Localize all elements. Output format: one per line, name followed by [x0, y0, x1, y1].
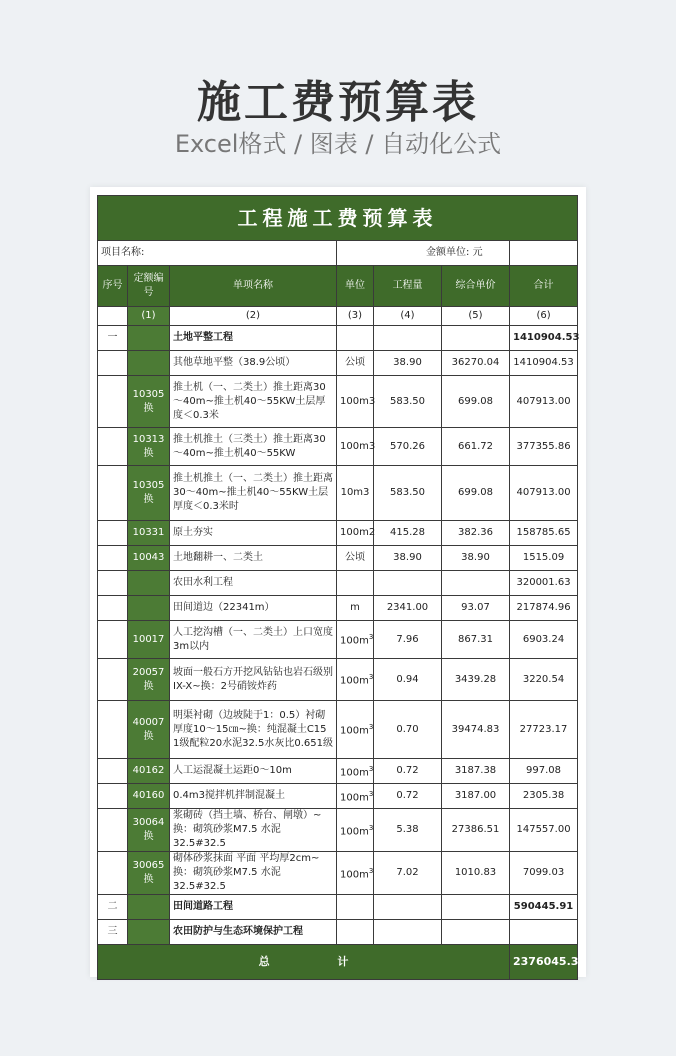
table-row: [98, 571, 578, 596]
index-cell: (5): [442, 307, 510, 326]
total-cell[interactable]: [510, 428, 578, 466]
code-cell[interactable]: [128, 852, 170, 895]
qty-cell-text: 0.70: [396, 723, 419, 735]
header-price: 综合单价: [442, 266, 510, 307]
price-cell[interactable]: [442, 920, 510, 945]
unit-cell[interactable]: [337, 376, 374, 428]
seq-cell[interactable]: [98, 659, 128, 701]
price-cell-text: 3187.38: [454, 765, 497, 776]
total-cell[interactable]: [510, 326, 578, 351]
name-cell[interactable]: [170, 895, 337, 920]
qty-cell-text: 38.90: [393, 357, 422, 368]
total-cell[interactable]: [510, 571, 578, 596]
seq-cell[interactable]: [98, 809, 128, 852]
qty-cell-text: 5.38: [396, 824, 419, 835]
name-cell-text: 田间道边（22341m）: [173, 602, 275, 613]
qty-cell[interactable]: [374, 596, 442, 621]
code-cell[interactable]: [128, 428, 170, 466]
code-cell[interactable]: [128, 326, 170, 351]
code-cell-text: 10043: [132, 552, 165, 563]
name-cell[interactable]: [170, 571, 337, 596]
index-cell: (6): [510, 307, 578, 326]
price-cell[interactable]: [442, 571, 510, 596]
seq-cell-text: 三: [107, 926, 118, 937]
total-row: [98, 945, 578, 980]
name-cell[interactable]: [170, 852, 337, 895]
qty-cell[interactable]: [374, 546, 442, 571]
unit-cell[interactable]: [337, 621, 374, 659]
total-cell-text: 1410904.53: [513, 332, 580, 343]
code-cell[interactable]: [128, 659, 170, 701]
total-cell[interactable]: [510, 759, 578, 784]
seq-cell[interactable]: [98, 621, 128, 659]
qty-cell-text: 570.26: [390, 440, 425, 452]
table-row: [98, 428, 578, 466]
total-cell[interactable]: [510, 376, 578, 428]
price-cell-text: 661.72: [458, 440, 493, 452]
unit-cell[interactable]: [337, 571, 374, 596]
total-cell[interactable]: [510, 621, 578, 659]
name-cell-text: 其他草地平整（38.9公顷）: [173, 357, 296, 368]
name-cell-text: 人工挖沟槽（一、二类土）上口宽度3m以内: [173, 626, 333, 652]
unit-cell[interactable]: [337, 701, 374, 759]
total-cell-text: 407913.00: [516, 487, 571, 498]
total-cell-text: 3220.54: [522, 673, 565, 685]
name-cell[interactable]: [170, 376, 337, 428]
total-label-a: 总: [258, 955, 270, 968]
seq-cell[interactable]: [98, 376, 128, 428]
name-cell-text: 农田水利工程: [173, 577, 233, 588]
unit-cell[interactable]: [337, 351, 374, 376]
code-cell-text: 10017: [132, 633, 165, 645]
price-cell[interactable]: [442, 376, 510, 428]
name-cell-text: 农田防护与生态环境保护工程: [173, 926, 303, 937]
price-cell[interactable]: [442, 852, 510, 895]
seq-cell-text: 二: [107, 901, 118, 912]
index-cell: (3): [337, 307, 374, 326]
table-row: [98, 759, 578, 784]
code-cell[interactable]: [128, 571, 170, 596]
seq-cell[interactable]: [98, 428, 128, 466]
table-row: [98, 784, 578, 809]
total-cell-text: 217874.96: [516, 602, 571, 613]
table-row: [98, 596, 578, 621]
seq-cell[interactable]: [98, 596, 128, 621]
price-cell[interactable]: [442, 895, 510, 920]
index-row: [98, 307, 578, 326]
total-cell[interactable]: [510, 784, 578, 809]
name-cell[interactable]: [170, 521, 337, 546]
price-cell[interactable]: [442, 351, 510, 376]
unit-cell[interactable]: [337, 466, 374, 521]
qty-cell[interactable]: [374, 351, 442, 376]
code-cell-text: 30065换: [132, 860, 165, 885]
unit-cell-text: 100m3: [340, 440, 376, 452]
price-cell[interactable]: [442, 546, 510, 571]
name-cell[interactable]: [170, 621, 337, 659]
qty-cell-text: 583.50: [390, 395, 425, 407]
unit-cell-text: 100m3: [340, 395, 376, 407]
qty-cell[interactable]: [374, 920, 442, 945]
info-empty-cell[interactable]: [510, 241, 578, 266]
code-cell-text: 10305换: [132, 480, 165, 505]
code-cell[interactable]: [128, 621, 170, 659]
code-cell[interactable]: [128, 521, 170, 546]
index-cell: [98, 307, 128, 326]
unit-superscript: 3: [368, 673, 374, 682]
total-cell[interactable]: [510, 521, 578, 546]
price-cell[interactable]: [442, 596, 510, 621]
amount-unit-cell[interactable]: [337, 241, 510, 266]
total-cell[interactable]: [510, 809, 578, 852]
total-cell-text: 1515.09: [522, 552, 565, 563]
price-cell-text: 3439.28: [454, 673, 497, 685]
seq-cell[interactable]: [98, 701, 128, 759]
project-name-label[interactable]: 项目名称:: [98, 241, 337, 266]
header-name: 单项名称: [170, 266, 337, 307]
price-cell[interactable]: [442, 621, 510, 659]
qty-cell[interactable]: [374, 701, 442, 759]
unit-superscript: 3: [368, 823, 374, 832]
info-row: [98, 241, 578, 266]
price-cell[interactable]: [442, 759, 510, 784]
unit-cell-text: 100m: [340, 725, 369, 737]
unit-cell-text: 100m: [340, 767, 369, 779]
unit-superscript: 3: [368, 866, 374, 875]
code-cell[interactable]: [128, 759, 170, 784]
price-cell-text: 382.36: [458, 527, 493, 538]
amount-unit-value: 元: [472, 247, 483, 258]
code-cell-text: 40007换: [132, 716, 165, 742]
index-cell: (4): [374, 307, 442, 326]
page-subtitle: Excel格式 / 图表 / 自动化公式: [174, 130, 502, 158]
qty-cell-text: 0.94: [396, 673, 419, 685]
unit-cell-text: 100m: [340, 869, 369, 881]
spreadsheet-card: [90, 187, 586, 977]
unit-superscript: 3: [368, 764, 374, 773]
qty-cell-text: 7.96: [396, 633, 419, 645]
unit-cell[interactable]: [337, 326, 374, 351]
total-cell-text: 407913.00: [516, 395, 571, 407]
name-cell[interactable]: [170, 659, 337, 701]
total-cell-text: 2305.38: [522, 790, 565, 801]
name-cell[interactable]: [170, 920, 337, 945]
total-cell[interactable]: [510, 659, 578, 701]
unit-cell[interactable]: [337, 759, 374, 784]
name-cell[interactable]: [170, 596, 337, 621]
price-cell[interactable]: [442, 784, 510, 809]
price-cell-text: 93.07: [461, 602, 490, 613]
code-cell[interactable]: [128, 809, 170, 852]
unit-cell-text: 100m2: [340, 527, 376, 538]
page-title: 施工费预算表: [197, 77, 479, 128]
code-cell[interactable]: [128, 895, 170, 920]
total-label-b: 计: [337, 955, 349, 968]
name-cell-text: 推土机（一、二类土）推土距离30～40m~推土机40～55KW土层厚度＜0.3米: [173, 381, 326, 421]
code-cell-text: 20057换: [132, 666, 165, 692]
unit-superscript: 3: [368, 789, 374, 798]
qty-cell[interactable]: [374, 428, 442, 466]
total-cell-text: 27723.17: [519, 723, 568, 735]
qty-cell[interactable]: [374, 466, 442, 521]
name-cell[interactable]: [170, 326, 337, 351]
table-row: [98, 621, 578, 659]
header-row: [98, 266, 578, 307]
qty-cell[interactable]: [374, 521, 442, 546]
price-cell[interactable]: [442, 809, 510, 852]
total-cell-text: 1410904.53: [513, 357, 574, 368]
price-cell[interactable]: [442, 466, 510, 521]
code-cell-text: 30064换: [132, 817, 165, 842]
unit-cell[interactable]: [337, 920, 374, 945]
unit-superscript: 3: [368, 633, 374, 642]
price-cell-text: 867.31: [458, 633, 493, 645]
unit-cell-text: 10m3: [340, 487, 370, 498]
seq-cell[interactable]: [98, 326, 128, 351]
name-cell-text: 原土夯实: [173, 527, 213, 538]
total-cell-text: 158785.65: [516, 527, 571, 538]
total-cell[interactable]: [510, 351, 578, 376]
code-cell[interactable]: [128, 376, 170, 428]
qty-cell[interactable]: [374, 895, 442, 920]
name-cell[interactable]: [170, 428, 337, 466]
name-cell-text: 土地翻耕一、二类土: [173, 552, 263, 563]
seq-cell[interactable]: [98, 351, 128, 376]
header-qty: 工程量: [374, 266, 442, 307]
code-cell[interactable]: [128, 701, 170, 759]
code-cell[interactable]: [128, 596, 170, 621]
name-cell[interactable]: [170, 466, 337, 521]
name-cell-text: 明渠衬砌（边坡陡于1：0.5）衬砌厚度10～15㎝~换：纯混凝土C15 1级配粒20水泥32.5水灰比0.651级: [173, 709, 333, 749]
name-cell-text: 推土机推土（三类土）推土距离30～40m~推土机40～55KW: [173, 433, 326, 459]
header-code: 定额编号: [128, 266, 170, 307]
total-cell-text: 6903.24: [522, 633, 565, 645]
total-cell[interactable]: [510, 895, 578, 920]
total-cell[interactable]: [510, 546, 578, 571]
name-cell-text: 土地平整工程: [173, 332, 233, 343]
price-cell[interactable]: [442, 326, 510, 351]
qty-cell[interactable]: [374, 759, 442, 784]
table-row: [98, 895, 578, 920]
unit-cell[interactable]: [337, 809, 374, 852]
name-cell-text: 0.4m3搅拌机拌制混凝土: [173, 790, 286, 801]
qty-cell[interactable]: [374, 621, 442, 659]
code-cell-text: 10313换: [132, 433, 165, 459]
unit-cell-text: 100m: [340, 635, 369, 647]
seq-cell[interactable]: [98, 852, 128, 895]
total-cell-text: 997.08: [526, 765, 562, 776]
price-cell[interactable]: [442, 701, 510, 759]
table-row: [98, 326, 578, 351]
total-value[interactable]: 2376045.39: [510, 945, 578, 980]
seq-cell-text: 一: [107, 332, 118, 343]
seq-cell[interactable]: [98, 895, 128, 920]
unit-cell[interactable]: [337, 659, 374, 701]
unit-cell[interactable]: [337, 895, 374, 920]
seq-cell[interactable]: [98, 920, 128, 945]
qty-cell-text: 583.50: [390, 487, 425, 498]
qty-cell-text: 7.02: [396, 867, 419, 878]
table-row: [98, 852, 578, 895]
price-cell-text: 1010.83: [454, 867, 497, 878]
qty-cell[interactable]: [374, 376, 442, 428]
total-cell-text: 147557.00: [516, 824, 571, 835]
unit-cell[interactable]: [337, 784, 374, 809]
name-cell-text: 推土机推土（一、二类土）推土距离30～40m~推土机40～55KW土层厚度＜0.3米时: [173, 473, 333, 512]
total-cell-text: 377355.86: [516, 440, 571, 452]
code-cell[interactable]: [128, 466, 170, 521]
unit-cell[interactable]: [337, 852, 374, 895]
table-title: 工程施工费预算表: [98, 196, 578, 241]
price-cell-text: 699.08: [458, 487, 493, 498]
seq-cell[interactable]: [98, 521, 128, 546]
total-cell[interactable]: [510, 701, 578, 759]
seq-cell[interactable]: [98, 784, 128, 809]
unit-cell-text: 公顷: [345, 357, 365, 368]
qty-cell[interactable]: [374, 326, 442, 351]
code-cell-text: 10331: [132, 527, 165, 538]
qty-cell-text: 415.28: [390, 527, 425, 538]
table-row: [98, 466, 578, 521]
code-cell[interactable]: [128, 920, 170, 945]
name-cell[interactable]: [170, 351, 337, 376]
header-unit: 单位: [337, 266, 374, 307]
total-cell[interactable]: [510, 920, 578, 945]
table-banner-row: [98, 196, 578, 241]
price-cell-text: 3187.00: [454, 790, 497, 801]
qty-cell[interactable]: [374, 809, 442, 852]
price-cell[interactable]: [442, 659, 510, 701]
name-cell[interactable]: [170, 784, 337, 809]
price-cell-text: 27386.51: [451, 824, 500, 835]
seq-cell[interactable]: [98, 571, 128, 596]
seq-cell[interactable]: [98, 466, 128, 521]
index-cell: (1): [128, 307, 170, 326]
code-cell[interactable]: [128, 351, 170, 376]
total-cell-text: 7099.03: [522, 867, 565, 878]
unit-cell-text: 100m: [340, 826, 369, 838]
table-row: [98, 376, 578, 428]
total-cell-text: 320001.63: [516, 577, 571, 588]
name-cell[interactable]: [170, 759, 337, 784]
price-cell-text: 39474.83: [451, 723, 500, 735]
total-cell[interactable]: [510, 466, 578, 521]
table-row: [98, 521, 578, 546]
amount-unit-label: 金额单位:: [426, 247, 470, 258]
qty-cell-text: 38.90: [393, 552, 422, 563]
price-cell[interactable]: [442, 428, 510, 466]
unit-cell[interactable]: [337, 596, 374, 621]
qty-cell-text: 0.72: [396, 765, 419, 776]
qty-cell[interactable]: [374, 784, 442, 809]
qty-cell[interactable]: [374, 571, 442, 596]
index-cell: (2): [170, 307, 337, 326]
name-cell-text: 砌体砂浆抹面 平面 平均厚2cm~换：砌筑砂浆M7.5 水泥32.5#32.5: [173, 853, 320, 892]
unit-cell[interactable]: [337, 428, 374, 466]
code-cell-text: 40160: [132, 790, 165, 801]
header-total: 合计: [510, 266, 578, 307]
seq-cell[interactable]: [98, 759, 128, 784]
header-seq: 序号: [98, 266, 128, 307]
qty-cell[interactable]: [374, 852, 442, 895]
unit-cell-text: m: [350, 602, 360, 613]
price-cell-text: 38.90: [461, 552, 490, 563]
name-cell-text: 坡面一般石方开挖风钻钻也岩石级别IX-X~换：2号硝铵炸药: [173, 666, 333, 692]
qty-cell-text: 0.72: [396, 790, 419, 801]
code-cell[interactable]: [128, 546, 170, 571]
name-cell-text: 人工运混凝土运距0～10m: [173, 765, 292, 776]
table-row: [98, 351, 578, 376]
unit-cell-text: 100m: [340, 792, 369, 804]
name-cell[interactable]: [170, 546, 337, 571]
code-cell-text: 40162: [132, 765, 165, 776]
total-label: [98, 945, 510, 980]
unit-cell-text: 100m: [340, 675, 369, 687]
unit-cell-text: 公顷: [345, 552, 365, 563]
seq-cell[interactable]: [98, 546, 128, 571]
table-row: [98, 546, 578, 571]
qty-cell[interactable]: [374, 659, 442, 701]
name-cell[interactable]: [170, 701, 337, 759]
unit-cell[interactable]: [337, 546, 374, 571]
budget-table: [97, 195, 587, 980]
price-cell[interactable]: [442, 521, 510, 546]
table-row: [98, 659, 578, 701]
table-row: [98, 920, 578, 945]
table-row: [98, 809, 578, 852]
unit-cell[interactable]: [337, 521, 374, 546]
total-cell[interactable]: [510, 596, 578, 621]
price-cell-text: 36270.04: [451, 357, 500, 368]
total-cell-text: 590445.91: [513, 901, 574, 912]
code-cell[interactable]: [128, 784, 170, 809]
name-cell-text: 田间道路工程: [173, 901, 233, 912]
code-cell-text: 10305换: [132, 388, 165, 414]
name-cell-text: 浆砌砖（挡土墙、桥台、闸墩）~换：砌筑砂浆M7.5 水泥32.5#32.5: [173, 810, 322, 849]
name-cell[interactable]: [170, 809, 337, 852]
price-cell-text: 699.08: [458, 395, 493, 407]
unit-superscript: 3: [368, 723, 374, 732]
total-cell[interactable]: [510, 852, 578, 895]
table-row: [98, 701, 578, 759]
qty-cell-text: 2341.00: [386, 602, 429, 613]
